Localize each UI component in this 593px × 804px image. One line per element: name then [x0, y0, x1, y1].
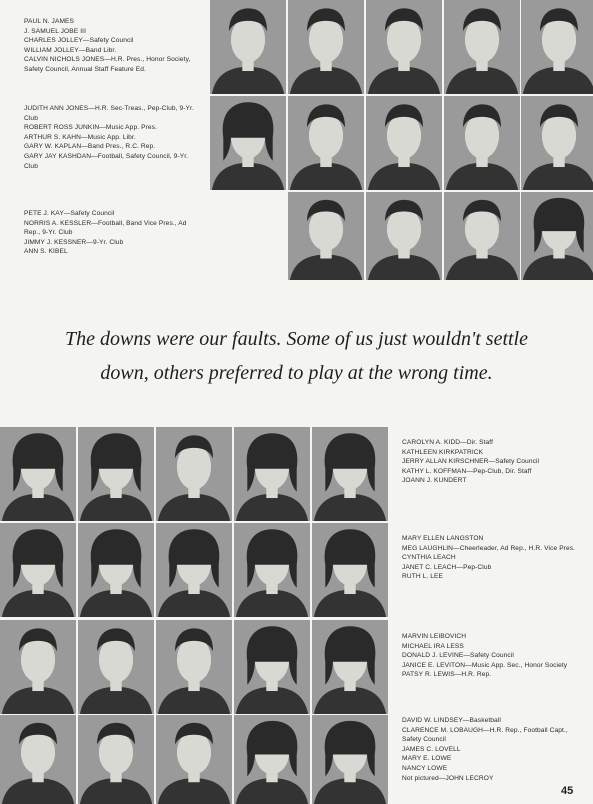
student-portrait [78, 523, 154, 617]
caption-line: CALVIN NICHOLS JONES—H.R. Pres., Honor Society, Safety Council, Annual Staff Feature Ed. [24, 56, 191, 73]
student-portrait [210, 96, 286, 190]
student-portrait [521, 192, 593, 280]
caption-line: RUTH L. LEE [402, 573, 444, 581]
student-portrait [234, 427, 310, 521]
caption-group-6 [402, 632, 578, 680]
student-portrait [312, 715, 388, 804]
caption-line: MEG LAUGHLIN—Cheerleader, Ad Rep., H.R. Vice Pres. [402, 544, 576, 552]
caption-line: MICHAEL IRA LESS [402, 642, 464, 650]
caption-line: JERRY ALLAN KIRSCHNER—Safety Council [402, 458, 540, 466]
student-portrait [444, 0, 520, 94]
student-portrait [366, 192, 442, 280]
caption-line: MARVIN LEIBOVICH [402, 633, 467, 640]
student-portrait [312, 523, 388, 617]
caption-line: PATSY R. LEWIS—H.R. Rep. [402, 671, 492, 679]
caption-line: PETE J. KAY—Safety Council [24, 210, 115, 217]
caption-line: MARY E. LOWE [402, 755, 452, 763]
student-portrait [156, 523, 232, 617]
caption-line: NANCY LOWE [402, 764, 448, 772]
caption-group-7 [402, 716, 578, 783]
caption-line: PAUL N. JAMES [24, 18, 75, 25]
caption-line: CYNTHIA LEACH [402, 554, 456, 562]
student-portrait [210, 0, 286, 94]
caption-line: JUDITH ANN JONES—H.R. Sec-Treas., Pep-Club, 9-Yr. Club [24, 105, 194, 122]
caption-line: NORRIS A. KESSLER—Football, Band Vice Pres., Ad Rep., 9-Yr. Club [24, 219, 187, 237]
student-portrait [0, 427, 76, 521]
student-portrait [444, 192, 520, 280]
student-portrait [288, 0, 364, 94]
student-portrait [78, 715, 154, 804]
caption-line: CAROLYN A. KIDD—Dir. Staff [402, 439, 494, 446]
student-portrait [288, 96, 364, 190]
caption-line: DONALD J. LEVINE—Safety Council [402, 652, 514, 660]
caption-line: ANN S. KIBEL [24, 248, 68, 256]
page-number: 45 [561, 785, 574, 797]
caption-line: JAMES C. LOVELL [402, 745, 461, 753]
pull-quote [0, 322, 593, 390]
student-portrait [156, 620, 232, 714]
caption-line: KATHY L. KOFFMAN—Pep-Club, Dir. Staff [402, 467, 532, 475]
caption-line: GARY W. KAPLAN—Band Pres., R.C. Rep. [24, 143, 156, 151]
caption-line: J. SAMUEL JOBE III [24, 27, 87, 35]
caption-line: KATHLEEN KIRKPATRICK [402, 448, 484, 456]
student-portrait [366, 0, 442, 94]
student-portrait [234, 523, 310, 617]
student-portrait [521, 96, 593, 190]
student-portrait [78, 427, 154, 521]
student-portrait [0, 620, 76, 714]
caption-group-2 [24, 104, 202, 171]
student-portrait [444, 96, 520, 190]
caption-line: ARTHUR S. KAHN—Music App. Libr. [24, 133, 136, 141]
caption-group-1 [24, 17, 202, 75]
student-portrait [156, 715, 232, 804]
caption-line: GARY JAY KASHDAN—Football, Safety Council, 9-Yr. Club [24, 152, 189, 170]
caption-line: CLARENCE M. LOBAUGH—H.R. Rep., Football Capt., Safety Council [402, 726, 568, 744]
student-portrait [234, 620, 310, 714]
caption-line: JANICE E. LEVITON—Music App. Sec., Honor Society [402, 661, 568, 669]
caption-line: JOANN J. KUNDERT [402, 477, 467, 485]
caption-group-5 [402, 534, 578, 582]
student-portrait [366, 96, 442, 190]
caption-line: JANET C. LEACH—Pep-Club [402, 563, 492, 571]
student-portrait [521, 0, 593, 94]
caption-line: WILLIAM JOLLEY—Band Libr. [24, 46, 117, 54]
caption-line: JIMMY J. KESSNER—9-Yr. Club [24, 238, 124, 246]
caption-line: DAVID W. LINDSEY—Basketball [402, 717, 501, 724]
student-portrait [234, 715, 310, 804]
caption-group-4 [402, 438, 578, 486]
quote-line-2: down, others preferred to play at the wrong time. [100, 362, 493, 384]
student-portrait [312, 620, 388, 714]
caption-line: ROBERT ROSS JUNKIN—Music App. Pres. [24, 124, 157, 132]
student-portrait [0, 715, 76, 804]
caption-line: Not pictured—JOHN LECROY [402, 774, 494, 782]
caption-line: CHARLES JOLLEY—Safety Council [24, 37, 134, 45]
caption-group-3 [24, 209, 202, 257]
quote-line-1: The downs were our faults. Some of us just wouldn't settle [65, 328, 528, 350]
student-portrait [78, 620, 154, 714]
student-portrait [0, 523, 76, 617]
student-portrait [312, 427, 388, 521]
student-portrait [288, 192, 364, 280]
caption-line: MARY ELLEN LANGSTON [402, 535, 484, 542]
student-portrait [156, 427, 232, 521]
